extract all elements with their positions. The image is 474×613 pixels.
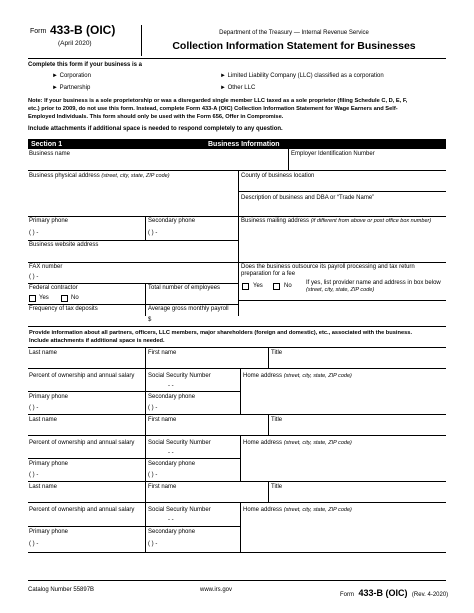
payroll-dollar: $ (148, 317, 152, 323)
partner-2-ssn-field[interactable]: - - (168, 450, 174, 456)
partner-3-secondary-phone-field[interactable]: ( ) - (148, 541, 158, 547)
partner-3-primary-phone-label: Primary phone (29, 529, 69, 535)
option-label: Corporation (59, 73, 91, 79)
outsource-question-2: preparation for a fee (241, 271, 296, 277)
secondary-phone-field[interactable]: ( ) - (148, 230, 158, 236)
primary-phone-label: Primary phone (29, 218, 69, 224)
secondary-phone-label: Secondary phone (148, 218, 196, 224)
irs-website-link[interactable]: www.irs.gov (200, 587, 233, 593)
partner-1-secondary-phone-field[interactable]: ( ) - (148, 405, 158, 411)
note-line-3: Employed Individuals. This form should only be used with the Form 656, Offer in Compromise. (28, 114, 284, 120)
fax-field[interactable]: ( ) - (29, 274, 39, 280)
provider-instruction-2: (street, city, state, ZIP code) (306, 287, 375, 293)
provider-field[interactable] (238, 300, 446, 326)
catalog-number: Catalog Number 55897B (28, 587, 95, 593)
partner-1-primary-phone-label: Primary phone (29, 394, 69, 400)
footer-revision: (Rev. 4-2020) (411, 592, 449, 598)
footer-form-number: 433-B (OIC) (358, 588, 408, 598)
option-label: Other LLC (227, 85, 256, 91)
business-name-field[interactable] (28, 149, 288, 170)
employees-label: Total number of employees (148, 285, 221, 291)
agency-name: Department of the Treasury — Internal Revenue Service (219, 30, 369, 36)
section-1-header (28, 139, 446, 149)
partner-1-ssn-label: Social Security Number (148, 373, 211, 379)
option-label: Limited Liability Company (LLC) classified as a corporation (227, 73, 384, 79)
business-name-label: Business name (29, 151, 71, 157)
outsource-no-checkbox[interactable] (273, 283, 280, 290)
federal-contractor-label: Federal contractor (29, 285, 78, 291)
website-label: Business website address (29, 242, 99, 248)
partner-1-secondary-phone-label: Secondary phone (148, 394, 196, 400)
partner-1-first-name-label: First name (148, 350, 177, 356)
partner-1-primary-phone-field[interactable]: ( ) - (29, 405, 39, 411)
partner-2-title-label: Title (271, 417, 283, 423)
partner-3-secondary-phone-label: Secondary phone (148, 529, 196, 535)
contractor-no-checkbox[interactable] (61, 295, 68, 302)
dba-field[interactable] (238, 191, 446, 216)
partner-2-ssn-label: Social Security Number (148, 440, 211, 446)
ein-field[interactable] (288, 149, 446, 170)
partner-1-ssn-field[interactable]: - - (168, 383, 174, 389)
partner-1-title-label: Title (271, 350, 283, 356)
partner-2-first-name-label: First name (148, 417, 177, 423)
partner-2-secondary-phone-field[interactable]: ( ) - (148, 472, 158, 478)
deposit-frequency-label: Frequency of tax deposits (29, 306, 98, 312)
option-llc-corporation[interactable]: ► Limited Liability Company (LLC) classified as a corporation (220, 73, 384, 79)
header-divider (28, 58, 446, 59)
partner-3-ssn-label: Social Security Number (148, 507, 211, 513)
form-id-block (28, 22, 142, 52)
partner-1-ownership-label: Percent of ownership and annual salary (29, 373, 135, 379)
outsource-yes-checkbox[interactable] (242, 283, 249, 290)
option-partnership[interactable]: ► Partnership (52, 85, 91, 91)
form-word: Form (30, 28, 47, 35)
outsource-no-label: No (284, 283, 292, 289)
partner-3-first-name-label: First name (148, 484, 177, 490)
footer-form-id (340, 583, 448, 601)
note-line-1: Note: If your business is a sole proprietorship or was a disregarded single member LLC taxed as a sole proprietor (filing Schedule C, D, E, F, (28, 98, 408, 104)
partner-2-primary-phone-field[interactable]: ( ) - (29, 472, 39, 478)
outsource-question-1: Does the business outsource its payroll processing and tax return (241, 264, 415, 270)
payroll-label: Average gross monthly payroll (148, 306, 229, 312)
attachments-note: Include attachments if additional space is needed to respond completely to any question. (28, 126, 283, 132)
partner-2-home-address-label: Home address (street, city, state, ZIP code) (243, 440, 352, 446)
primary-phone-field[interactable]: ( ) - (29, 230, 39, 236)
section-title: Business Information (208, 140, 280, 148)
payroll-field[interactable] (145, 304, 238, 326)
section-label: Section 1 (31, 140, 63, 148)
physical-address-field[interactable] (28, 170, 238, 216)
employees-field[interactable] (145, 283, 238, 304)
contractor-yes-checkbox[interactable] (29, 295, 36, 302)
mailing-address-label: Business mailing address (if different from above or post office box number) (241, 218, 432, 224)
partner-3-primary-phone-field[interactable]: ( ) - (29, 541, 39, 547)
ein-label: Employer Identification Number (291, 151, 375, 157)
partner-3-home-address-label: Home address (street, city, state, ZIP code) (243, 507, 352, 513)
page-title: Collection Information Statement for Businesses (172, 40, 416, 52)
partner-3-last-name-label: Last name (29, 484, 58, 490)
partner-1-last-name-label: Last name (29, 350, 58, 356)
partners-intro-2: Include attachments if additional space is needed. (29, 338, 165, 344)
partner-2-ownership-label: Percent of ownership and annual salary (29, 440, 135, 446)
mailing-address-field[interactable] (238, 216, 446, 262)
note-line-2: etc.) prior to 2009, do not use this form. Instead, complete Form 433-A (OIC) Collection Information Statement for Wage Earners and Self- (28, 106, 398, 112)
form-date: (April 2020) (58, 40, 92, 47)
option-label: Partnership (59, 85, 91, 91)
form-number: 433-B (OIC) (50, 23, 116, 37)
partner-1-home-address-label: Home address (street, city, state, ZIP code) (243, 373, 352, 379)
provider-instruction-1: If yes, list provider name and address in box below (306, 280, 441, 286)
website-field[interactable] (28, 240, 238, 262)
outsource-yes-label: Yes (253, 283, 263, 289)
option-corporation[interactable]: ► Corporation (52, 73, 91, 79)
contractor-yes-label: Yes (39, 295, 49, 301)
contractor-no-label: No (71, 295, 79, 301)
dba-label: Description of business and DBA or “Trade Name” (241, 195, 375, 201)
county-field[interactable] (238, 170, 446, 191)
partner-3-ssn-field[interactable]: - - (168, 517, 174, 523)
physical-address-label: Business physical address (street, city, state, ZIP code) (29, 173, 170, 179)
option-other-llc[interactable]: ► Other LLC (220, 85, 256, 91)
partners-intro-1: Provide information about all partners, officers, LLC members, major shareholders (foreign and domestic), etc., associated with the business. (29, 330, 413, 336)
partner-2-last-name-label: Last name (29, 417, 58, 423)
county-label: County of business location (241, 173, 315, 179)
partner-2-secondary-phone-label: Secondary phone (148, 461, 196, 467)
partner-2-primary-phone-label: Primary phone (29, 461, 69, 467)
footer-form-word: Form (340, 592, 354, 598)
business-type-prompt: Complete this form if your business is a (28, 62, 143, 68)
partner-3-ownership-label: Percent of ownership and annual salary (29, 507, 135, 513)
fax-label: FAX number (29, 264, 63, 270)
partner-3-title-label: Title (271, 484, 283, 490)
deposit-frequency-field[interactable] (28, 304, 145, 326)
